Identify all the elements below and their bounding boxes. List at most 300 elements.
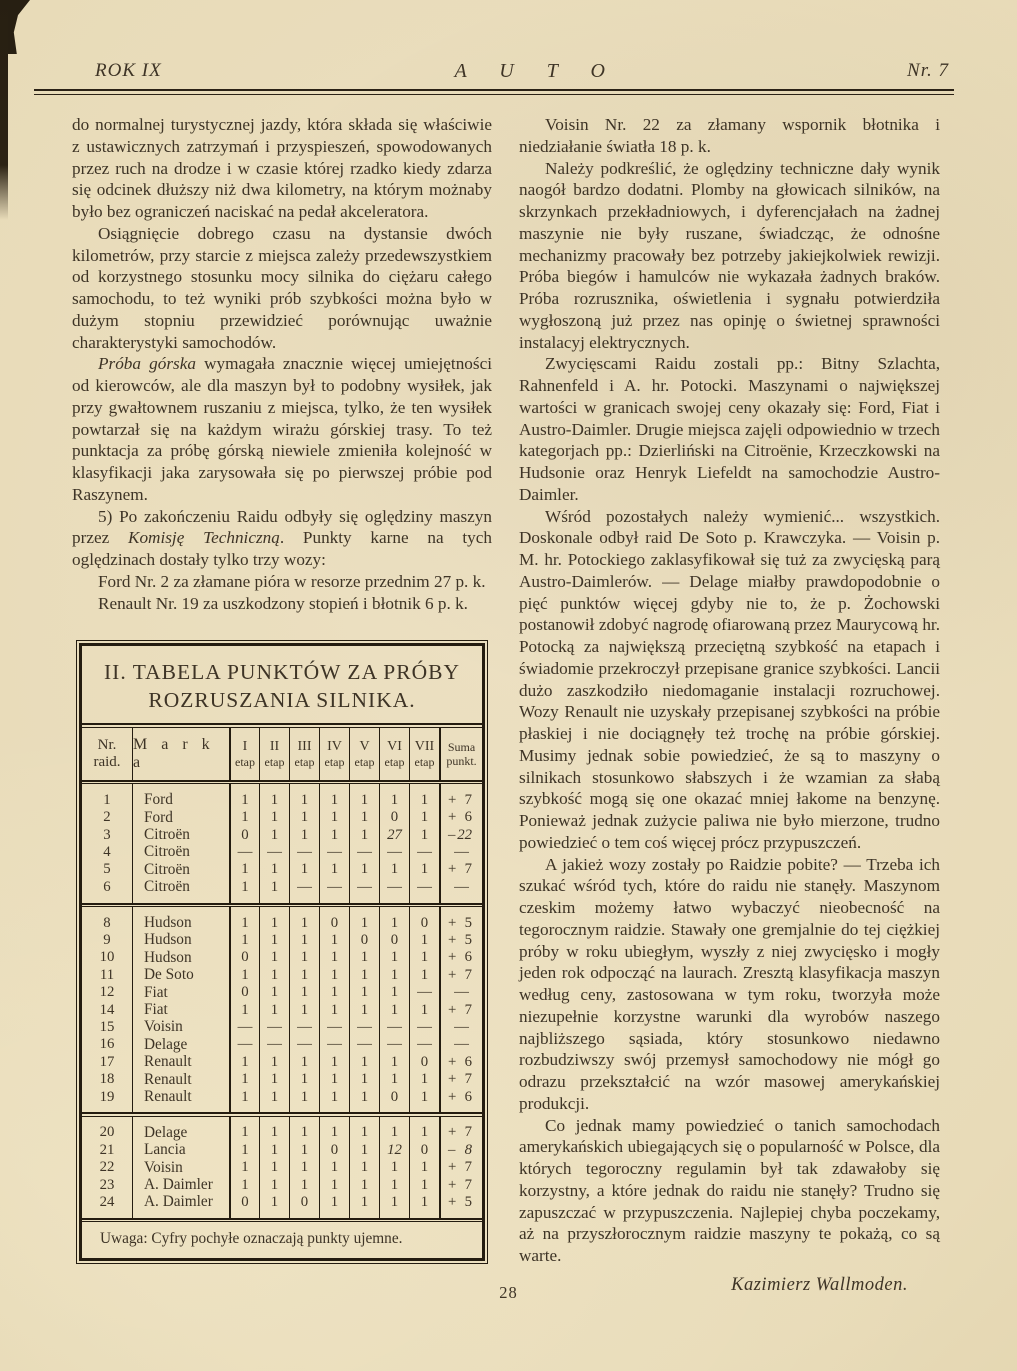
etap-word: etap [384, 754, 405, 769]
cell-etap: 1 [289, 1124, 319, 1142]
table-row [82, 826, 482, 843]
header-line: Nr. [97, 736, 117, 753]
cell-nr [82, 907, 132, 914]
table-group [82, 784, 482, 902]
suma-sign: + [448, 1071, 457, 1088]
cell-etap: 1 [319, 1193, 349, 1211]
cell-etap: 1 [349, 1071, 379, 1089]
cell-nr: 2 [103, 809, 111, 826]
cell-etap: 1 [229, 966, 259, 984]
cell-nr: 5 [103, 861, 111, 878]
cell-marka: Hudson [132, 949, 229, 967]
cell-nr: 15 [99, 1018, 115, 1035]
etap-numeral: VI [387, 738, 402, 754]
cell-etap: 1 [349, 1124, 379, 1142]
cell-etap [229, 907, 259, 914]
suma-value: 6 [464, 949, 472, 966]
cell-etap: — [319, 1018, 349, 1036]
table-header-row [82, 728, 482, 780]
table-row [82, 1176, 482, 1193]
cell-etap: 0 [349, 931, 379, 949]
cell-nr: 10 [99, 949, 115, 966]
cell-etap: 1 [409, 1071, 439, 1089]
cell-etap [229, 896, 259, 903]
spacer-row [82, 784, 482, 791]
cell-suma [439, 1117, 482, 1124]
suma-value: 5 [464, 931, 472, 948]
cell-etap [409, 907, 439, 914]
cell-etap: 1 [289, 914, 319, 932]
cell-marka: Hudson [132, 931, 229, 949]
spacer-row [82, 896, 482, 903]
cell-etap: — [289, 878, 319, 896]
cell-etap: 1 [259, 878, 289, 896]
cell-etap [349, 907, 379, 914]
text: Osiągnięcie dobrego czasu na dystansie dwóch kilometrów, przy starcie z miejsca zależy przedewszystkiem od korzystnego stosunku mocy silnika do ciężaru całego samochodu, to też wyniki prób szybkości można było w dużym stopniu przewidzieć porównując uważnie charakterystyki samochodów. [72, 223, 492, 352]
suma-value: 7 [464, 1124, 472, 1141]
cell-suma: — [439, 843, 482, 861]
paragraph [519, 1115, 940, 1267]
cell-nr: 18 [99, 1071, 115, 1088]
cell-nr [82, 784, 132, 791]
text: A jakież wozy zostały po Raidzie pobite? — Trzeba ich szukać wśród tych, które do raidu nie stanęły. Maszynom czeskim możemy łatwo wybaczyć nieobecność na tegorocznym raidzie. Stawały one gremjalnie do tej ciężkiej próby w roku ubiegłym, wyszły z niej zwycięsko i mogły jeden rok odpocząć na laurach. Zresztą klasyfikacja maszyn według ceny, zastosowana w tym roku, tworzyła może niezupełnie korzystne warunki dla wyrobów naszego najbliższego sąsiada, który stosunkowo niedawno rozbudziwszy swój przemysł samochodowy nie mógł go odrazu przekształcić na wzór masowej amerykańskiej produkcji. [519, 854, 940, 1113]
cell-marka [132, 896, 229, 903]
cell-etap: 1 [379, 966, 409, 984]
cell-etap: 1 [229, 1124, 259, 1142]
suma-sign: + [448, 1124, 457, 1141]
cell-etap: 1 [409, 1124, 439, 1142]
cell-etap: 0 [229, 1193, 259, 1211]
cell-etap [319, 1117, 349, 1124]
cell-etap: 1 [289, 1141, 319, 1159]
spacer-row [82, 1117, 482, 1124]
cell-suma [439, 896, 482, 903]
cell-etap: 0 [319, 1141, 349, 1159]
cell-nr: 21 [99, 1141, 115, 1158]
cell-nr [82, 1105, 132, 1112]
suma-value: 22 [457, 826, 472, 843]
paragraph [519, 158, 940, 354]
cell-suma: — [439, 1036, 482, 1054]
cell-etap: — [259, 1036, 289, 1054]
cell-etap [409, 1211, 439, 1218]
text: Voisin Nr. 22 za złamany wspornik błotnika i niedziałanie światła 18 p. k. [519, 115, 940, 156]
cell-etap: 1 [409, 966, 439, 984]
table-row [82, 1124, 482, 1141]
cell-marka: Citroën [132, 843, 229, 861]
cell-etap: 1 [319, 1124, 349, 1142]
cell-suma [439, 809, 482, 827]
cell-etap [289, 896, 319, 903]
cell-etap [259, 1117, 289, 1124]
paragraph [72, 593, 492, 615]
cell-etap: 1 [379, 1001, 409, 1019]
cell-etap: 1 [319, 861, 349, 879]
cell-etap: 1 [229, 1141, 259, 1159]
text: Co jednak mamy powiedzieć o tanich samochodach amerykańskich ubiegających się o popularność w Polsce, dla których tegoroczny regulamin był tak zdawałoby się korzystny, a które jednak do raidu nie stanęły? Trudno się zapuszczać w przypuszczenia. Najlepiej chyba poczekamy, aż na przyszłorocznym raidzie maszyny te pokażą, co są warte. [519, 1115, 940, 1265]
cell-marka: Citroën [132, 826, 229, 844]
cell-etap: 1 [259, 914, 289, 932]
cell-nr: 22 [99, 1159, 115, 1176]
cell-marka [132, 1211, 229, 1218]
cell-etap: 1 [289, 826, 319, 844]
cell-etap: 1 [289, 931, 319, 949]
suma-value: 7 [464, 861, 472, 878]
cell-etap: 0 [409, 1141, 439, 1159]
cell-etap [289, 1117, 319, 1124]
cell-suma [439, 931, 482, 949]
suma-value: 7 [464, 1159, 472, 1176]
page-number: 28 [499, 1283, 518, 1302]
cell-etap: 1 [289, 1001, 319, 1019]
cell-etap: — [379, 878, 409, 896]
cell-etap: — [379, 843, 409, 861]
cell-etap [229, 1211, 259, 1218]
cell-marka: A. Daimler [132, 1176, 229, 1194]
table-row [82, 1001, 482, 1018]
text: Wśród pozostałych należy wymienić... wszystkich. Doskonale odbył raid De Soto p. Krawczyka. — Voisin p. M. hr. Potockiego zaklasyfikował się tuż za zwycięską parą Austro-Daimlerów. — Delage miałby prawdopodobnie o pięć punktów więcej gdyby nie to, że p. Żochowski postanowił zdobyć nagrodę ofiarowaną przez Maurycową hr. Potocką za największą przeciętną szybkość na etapach i świadomie przekroczył przepisane granice szybkości. Lancii dużo zaszkodziło niedomaganie instalacji rozruchowej. Wozy Renault nie uzyskały przepisanej szybkości na próbie płaskiej i nie dociągnęły też trochę na próbie górskiej. Musimy jednak sobie powiedzieć, że są to maszyny o silnikach stosunkowo słabszych i że wzamian za słabą szybkość mogą się one okazać mniej łakome na benzynę. Ponieważ jednak zużycie paliwa nie było mierzone, trudno powiedzieć o tem coś więcej prócz przypuszczeń. [519, 506, 940, 852]
cell-etap: 1 [229, 1001, 259, 1019]
cell-etap: 1 [259, 1001, 289, 1019]
cell-etap [349, 1105, 379, 1112]
paragraph [72, 506, 492, 571]
cell-marka: A. Daimler [132, 1193, 229, 1211]
suma-value: 6 [464, 1088, 472, 1105]
cell-etap: 1 [349, 984, 379, 1002]
cell-etap: 1 [349, 949, 379, 967]
cell-suma [439, 1193, 482, 1211]
cell-etap: 1 [229, 791, 259, 809]
cell-etap [379, 1117, 409, 1124]
cell-etap: 1 [409, 1159, 439, 1177]
etap-numeral: V [359, 738, 370, 754]
cell-suma [439, 861, 482, 879]
cell-etap: 1 [409, 826, 439, 844]
cell-etap [379, 896, 409, 903]
suma-sign: + [448, 931, 457, 948]
cell-etap [289, 1211, 319, 1218]
suma-value: 7 [464, 791, 472, 808]
cell-nr: 20 [99, 1124, 115, 1141]
cell-suma [439, 784, 482, 791]
table-group [82, 1117, 482, 1218]
cell-etap: 1 [289, 1071, 319, 1089]
cell-nr: 12 [99, 984, 115, 1001]
cell-etap: — [349, 878, 379, 896]
table-row [82, 1071, 482, 1088]
cell-etap: 1 [409, 1193, 439, 1211]
cell-etap: 1 [259, 1193, 289, 1211]
suma-sign: + [448, 809, 457, 826]
text: Należy podkreślić, że oględziny techniczne dały wynik naogół bardzo dodatni. Plomby na głowicach silników, na skrzynkach przekładniowych, i dyferencjałach na żadnej maszynie nie były ruszane, świadcząc, że odnośne mechanizmy pracowały bez potrzeby jakiejkolwiek rewizji. Próba biegów i hamulców nie wykazała żadnych braków. Próba rozrusznika, oświetlenia i sygnału potwierdziła wygłoszoną już przez nas opinję o świetnej sprawności instalacyj elektrycznych. [519, 158, 940, 352]
suma-sign: + [448, 949, 457, 966]
etap-word: etap [414, 754, 435, 769]
cell-etap: 0 [319, 914, 349, 932]
table-row [82, 809, 482, 826]
cell-nr: 19 [99, 1088, 115, 1105]
cell-etap: 1 [349, 826, 379, 844]
suma-sign: + [448, 1088, 457, 1105]
paragraph [519, 353, 940, 505]
table-note: Uwaga: Cyfry pochyłe oznaczają punkty ujemne. [100, 1230, 403, 1248]
cell-marka: Lancia [132, 1141, 229, 1159]
cell-marka [132, 1105, 229, 1112]
cell-etap: 1 [319, 931, 349, 949]
suma-sign: + [448, 966, 457, 983]
cell-suma [439, 1176, 482, 1194]
cell-etap: 1 [319, 966, 349, 984]
cell-suma: — [439, 878, 482, 896]
etap-word: etap [294, 754, 315, 769]
cell-marka: Delage [132, 1124, 229, 1142]
cell-etap: 0 [379, 809, 409, 827]
magazine-title: A U T O [454, 60, 608, 82]
cell-etap: — [289, 1018, 319, 1036]
cell-suma [439, 1053, 482, 1071]
cell-suma [439, 1141, 482, 1159]
cell-etap: 1 [229, 1088, 259, 1106]
volume-label: ROK IX [95, 60, 162, 81]
cell-marka: Fiat [132, 1001, 229, 1019]
cell-etap [229, 1117, 259, 1124]
cell-etap: 1 [349, 861, 379, 879]
table-title-line2: ROZRUSZANIA SILNIKA. [148, 688, 416, 713]
cell-etap: — [379, 1036, 409, 1054]
cell-etap: 1 [229, 878, 259, 896]
cell-etap: 0 [409, 914, 439, 932]
cell-etap: — [319, 843, 349, 861]
cell-etap [319, 1105, 349, 1112]
col-header-etap [259, 728, 289, 780]
table-row [82, 966, 482, 983]
paragraph [72, 223, 492, 354]
col-header-etap [319, 728, 349, 780]
cell-suma: — [439, 1018, 482, 1036]
cell-etap: 1 [319, 1001, 349, 1019]
points-table-frame [79, 643, 485, 1261]
cell-etap: — [409, 1036, 439, 1054]
cell-etap: 1 [259, 1159, 289, 1177]
cell-marka: Voisin [132, 1159, 229, 1177]
cell-etap: 1 [289, 1053, 319, 1071]
cell-etap [349, 1117, 379, 1124]
cell-etap: 1 [259, 826, 289, 844]
cell-etap: 1 [259, 861, 289, 879]
cell-etap: — [289, 1036, 319, 1054]
cell-etap: 1 [349, 1159, 379, 1177]
cell-etap: 12 [379, 1141, 409, 1159]
cell-etap: 1 [229, 931, 259, 949]
cell-suma [439, 1159, 482, 1177]
cell-etap: 0 [229, 949, 259, 967]
table-row [82, 931, 482, 948]
table-row [82, 878, 482, 895]
cell-etap: 1 [409, 861, 439, 879]
cell-marka: Delage [132, 1036, 229, 1054]
cell-etap [409, 896, 439, 903]
col-header-nr [82, 728, 132, 780]
etap-numeral: II [269, 738, 280, 754]
cell-marka: De Soto [132, 966, 229, 984]
col-header-marka: M a r k a [132, 728, 229, 780]
cell-etap: 1 [349, 1176, 379, 1194]
cell-nr: 14 [99, 1001, 115, 1018]
cell-etap: 1 [319, 949, 349, 967]
cell-etap: 1 [349, 1141, 379, 1159]
table-group [82, 907, 482, 1112]
cell-etap: 0 [229, 984, 259, 1002]
cell-etap: 1 [259, 1176, 289, 1194]
cell-etap: 1 [379, 984, 409, 1002]
cell-etap: — [319, 878, 349, 896]
cell-etap: 1 [319, 791, 349, 809]
cell-nr: 4 [103, 843, 111, 860]
cell-etap: — [229, 1018, 259, 1036]
italic-text: Komisję Techniczną [128, 528, 280, 548]
col-header-etap [289, 728, 319, 780]
cell-etap: 1 [379, 1193, 409, 1211]
text: Zwycięscami Raidu zostali pp.: Bitny Szlachta, Rahnenfeld i A. hr. Potocki. Maszynami o największej wartości w granicach swojej ceny okazały się: Ford, Fiat i Austro-Daimler. Drugie miejsca zajęli odpowiednio w trzech kategorjach pp.: Dzierliński na Citroënie, Krzeczkowski na Hudsonie oraz Henryk Liefeldt na samochodzie Austro-Daimler. [519, 354, 940, 504]
header-line: punkt. [446, 753, 477, 768]
suma-sign: + [448, 1176, 457, 1193]
issue-label: Nr. 7 [907, 60, 949, 81]
cell-etap: 1 [259, 809, 289, 827]
cell-marka: Ford [132, 809, 229, 827]
cell-etap: 1 [409, 791, 439, 809]
paragraph [519, 506, 940, 854]
cell-etap [259, 784, 289, 791]
cell-etap: 1 [229, 1053, 259, 1071]
cell-nr: 11 [99, 966, 115, 983]
cell-etap: 1 [289, 861, 319, 879]
cell-etap: 1 [259, 931, 289, 949]
cell-suma [439, 907, 482, 914]
cell-etap [379, 1105, 409, 1112]
suma-sign: + [448, 791, 457, 808]
table-row [82, 1159, 482, 1176]
cell-etap: 1 [229, 809, 259, 827]
cell-etap: 1 [349, 791, 379, 809]
cell-etap: 1 [379, 861, 409, 879]
cell-etap: 1 [349, 914, 379, 932]
cell-etap: 1 [319, 809, 349, 827]
cell-nr [82, 1117, 132, 1124]
cell-etap: 1 [409, 949, 439, 967]
cell-etap: 1 [289, 966, 319, 984]
cell-etap: 1 [379, 949, 409, 967]
cell-etap: 0 [229, 826, 259, 844]
cell-etap: — [349, 843, 379, 861]
cell-marka [132, 907, 229, 914]
cell-suma [439, 914, 482, 932]
cell-nr: 3 [103, 826, 111, 843]
cell-etap: 1 [379, 1053, 409, 1071]
suma-value: 6 [464, 1053, 472, 1070]
cell-etap: 1 [289, 1088, 319, 1106]
cell-nr [82, 896, 132, 903]
cell-nr: 9 [103, 931, 111, 948]
cell-etap: 1 [319, 826, 349, 844]
table-row [82, 949, 482, 966]
cell-marka: Citroën [132, 861, 229, 879]
cell-etap: 1 [289, 791, 319, 809]
col-header-etap [379, 728, 409, 780]
cell-marka [132, 784, 229, 791]
cell-etap [289, 1105, 319, 1112]
cell-etap: 1 [289, 984, 319, 1002]
cell-etap [289, 907, 319, 914]
cell-etap [409, 784, 439, 791]
cell-etap: — [289, 843, 319, 861]
cell-etap: — [409, 984, 439, 1002]
cell-etap: 1 [259, 791, 289, 809]
cell-etap: 1 [379, 791, 409, 809]
cell-etap: 1 [349, 809, 379, 827]
cell-suma [439, 1124, 482, 1142]
table-row [82, 843, 482, 860]
cell-etap: 1 [379, 1071, 409, 1089]
cell-etap: 1 [319, 1053, 349, 1071]
cell-nr [82, 1211, 132, 1218]
cell-etap: 1 [229, 914, 259, 932]
cell-etap: 1 [409, 1088, 439, 1106]
cell-marka: Hudson [132, 914, 229, 932]
cell-etap: — [259, 1018, 289, 1036]
cell-nr: 6 [103, 878, 111, 895]
table-row [82, 1053, 482, 1070]
cell-etap: — [409, 843, 439, 861]
points-table [76, 640, 488, 1264]
cell-marka: Voisin [132, 1018, 229, 1036]
cell-etap: 1 [379, 1176, 409, 1194]
spacer-row [82, 1211, 482, 1218]
text: do normalnej turystycznej jazdy, która składa się właściwie z ustawicznych zatrzymań i przyspieszeń, spowodowanych przez ruch na drodze i w czasie której rzadko kiedy zdarza się odcinek dłuższy niż dwa kilometry, na którym możnaby było bez ograniczeń naciskać na pedał akceleratora. [72, 115, 492, 221]
cell-marka: Fiat [132, 984, 229, 1002]
cell-etap: — [409, 878, 439, 896]
cell-etap [259, 907, 289, 914]
cell-etap: 1 [289, 809, 319, 827]
cell-etap [349, 1211, 379, 1218]
table-row [82, 1036, 482, 1053]
cell-etap: 1 [409, 1176, 439, 1194]
cell-etap: 1 [379, 914, 409, 932]
suma-sign: – [448, 826, 456, 843]
cell-etap: 1 [229, 1176, 259, 1194]
cell-etap: 1 [259, 1053, 289, 1071]
suma-sign: + [448, 861, 457, 878]
col-header-suma [439, 728, 482, 780]
suma-value: 8 [464, 1141, 472, 1158]
cell-marka: Renault [132, 1071, 229, 1089]
cell-etap: 1 [229, 1159, 259, 1177]
cell-etap: 27 [379, 826, 409, 844]
cell-etap: 0 [379, 931, 409, 949]
text: Ford Nr. 2 za złamane pióra w resorze przednim 27 p. k. [98, 571, 486, 591]
cell-etap [319, 896, 349, 903]
cell-etap: 1 [319, 1088, 349, 1106]
cell-etap: 1 [379, 1124, 409, 1142]
cell-etap [259, 1211, 289, 1218]
etap-word: etap [324, 754, 345, 769]
suma-value: 7 [464, 966, 472, 983]
etap-numeral: IV [327, 738, 342, 754]
table-row [82, 1141, 482, 1158]
col-header-etap [409, 728, 439, 780]
cell-etap [409, 1105, 439, 1112]
header-line: Suma [447, 739, 476, 754]
table-row [82, 1088, 482, 1105]
cell-etap [229, 1105, 259, 1112]
